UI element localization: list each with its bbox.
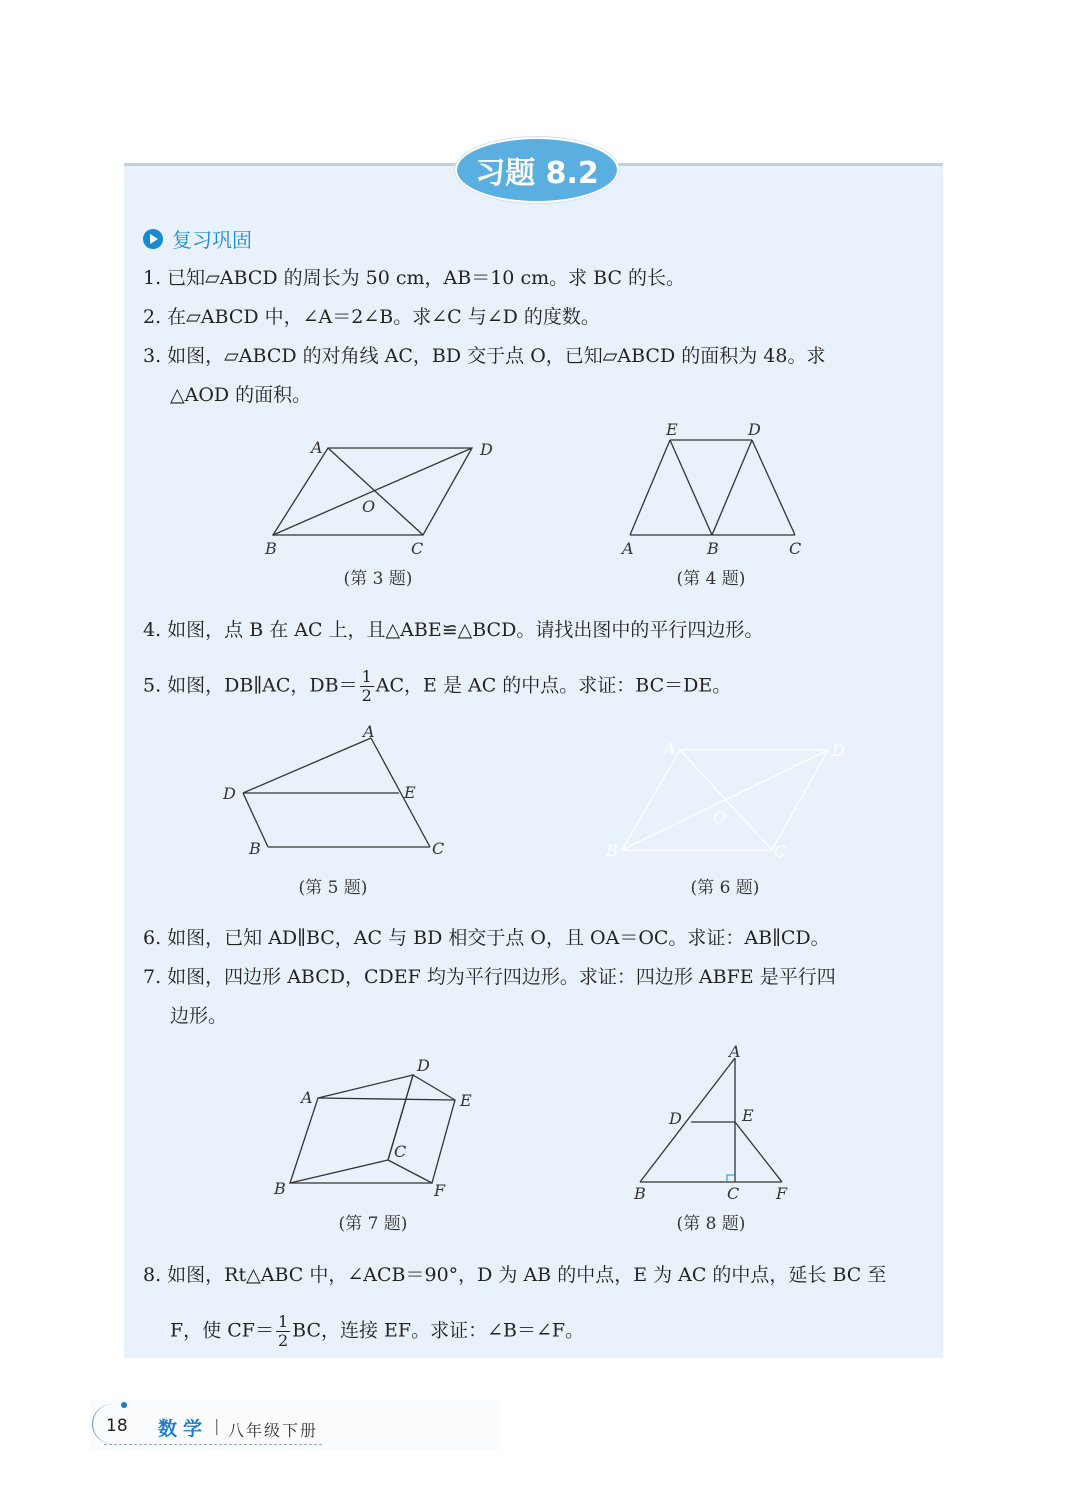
label: O	[713, 808, 727, 827]
label: C	[394, 1142, 407, 1161]
label: D	[669, 1109, 682, 1128]
problem-4: 4. 如图，点 B 在 AC 上，且△ABE≌△BCD。请找出图中的平行四边形。	[143, 619, 764, 641]
figure-caption: (第 4 题)	[676, 569, 746, 589]
label: D	[748, 420, 761, 439]
text: F，使 CF＝	[170, 1319, 274, 1342]
text: AC，E 是 AC 的中点。求证：BC＝DE。	[375, 674, 732, 697]
denominator: 2	[277, 1331, 289, 1350]
problem-1: 1. 已知▱ABCD 的周长为 50 cm，AB＝10 cm。求 BC 的长。	[143, 267, 686, 289]
text: 5. 如图，DB∥AC，DB＝	[143, 674, 358, 697]
numerator: 1	[361, 667, 372, 686]
label: B	[606, 841, 618, 860]
figure-8	[633, 1042, 788, 1234]
label: C	[727, 1184, 740, 1203]
problem-3: 3. 如图，▱ABCD 的对角线 AC，BD 交于点 O，已知▱ABCD 的面积为 48。求	[143, 345, 826, 367]
label: D	[417, 1056, 430, 1075]
label: C	[411, 539, 424, 558]
label: B	[707, 539, 719, 558]
section-label: 复习巩固	[172, 228, 252, 252]
figure-4	[620, 420, 801, 589]
diagonal-bd	[273, 448, 472, 535]
label: C	[789, 539, 802, 558]
book-label: 八年级下册	[228, 1421, 319, 1440]
label: O	[362, 497, 376, 516]
problem-8: 8. 如图，Rt△ABC 中，∠ACB＝90°，D 为 AB 的中点，E 为 AC 的中点，延长 BC 至	[143, 1264, 887, 1286]
label: A	[301, 1088, 313, 1107]
footer-dashed-rule	[104, 1444, 322, 1445]
label: B	[265, 539, 277, 558]
label: B	[274, 1179, 286, 1198]
label: E	[666, 420, 678, 439]
problem-6: 6. 如图，已知 AD∥BC，AC 与 BD 相交于点 O，且 OA＝OC。求证：AB∥CD。	[143, 927, 830, 949]
label: A	[664, 739, 676, 758]
footer-separator: |	[214, 1416, 220, 1435]
problem-7-cont: 边形。	[170, 1005, 228, 1027]
label: A	[311, 438, 323, 457]
right-angle-mark	[727, 1175, 735, 1182]
problem-3-cont: △AOD 的面积。	[170, 384, 312, 406]
page-number: 18	[106, 1416, 128, 1436]
problem-7: 7. 如图，四边形 ABCD，CDEF 均为平行四边形。求证：四边形 ABFE 是平行四	[143, 966, 836, 988]
label: A	[363, 722, 375, 741]
label: C	[774, 842, 787, 861]
label: C	[432, 839, 445, 858]
figure-caption: (第 8 题)	[676, 1214, 746, 1234]
label: D	[223, 784, 236, 803]
figure-3	[264, 438, 493, 589]
label: A	[622, 539, 634, 558]
figure-caption: (第 5 题)	[298, 878, 368, 898]
page-dot-decoration	[121, 1402, 127, 1408]
figure-caption: (第 3 题)	[343, 569, 413, 589]
figure-caption: (第 7 题)	[338, 1214, 408, 1234]
label: E	[742, 1106, 754, 1125]
label: D	[480, 440, 493, 459]
label: D	[832, 741, 845, 760]
label: B	[634, 1184, 646, 1203]
label: F	[434, 1181, 446, 1200]
exercise-title: 习题 8.2	[455, 137, 619, 203]
figure-caption: (第 6 题)	[690, 878, 760, 898]
label: F	[776, 1184, 788, 1203]
diagonal-ac	[328, 448, 423, 535]
figure-7	[273, 1056, 472, 1234]
label: A	[729, 1042, 741, 1061]
figure-6	[605, 739, 845, 898]
label: E	[404, 783, 416, 802]
denominator: 2	[361, 686, 372, 705]
subject-label: 数学	[158, 1418, 209, 1440]
text: BC，连接 EF。求证：∠B＝∠F。	[292, 1319, 585, 1342]
numerator: 1	[277, 1312, 289, 1331]
label: B	[249, 839, 261, 858]
label: E	[460, 1091, 472, 1110]
figure-5	[222, 722, 444, 898]
problem-2: 2. 在▱ABCD 中，∠A＝2∠B。求∠C 与∠D 的度数。	[143, 306, 600, 328]
